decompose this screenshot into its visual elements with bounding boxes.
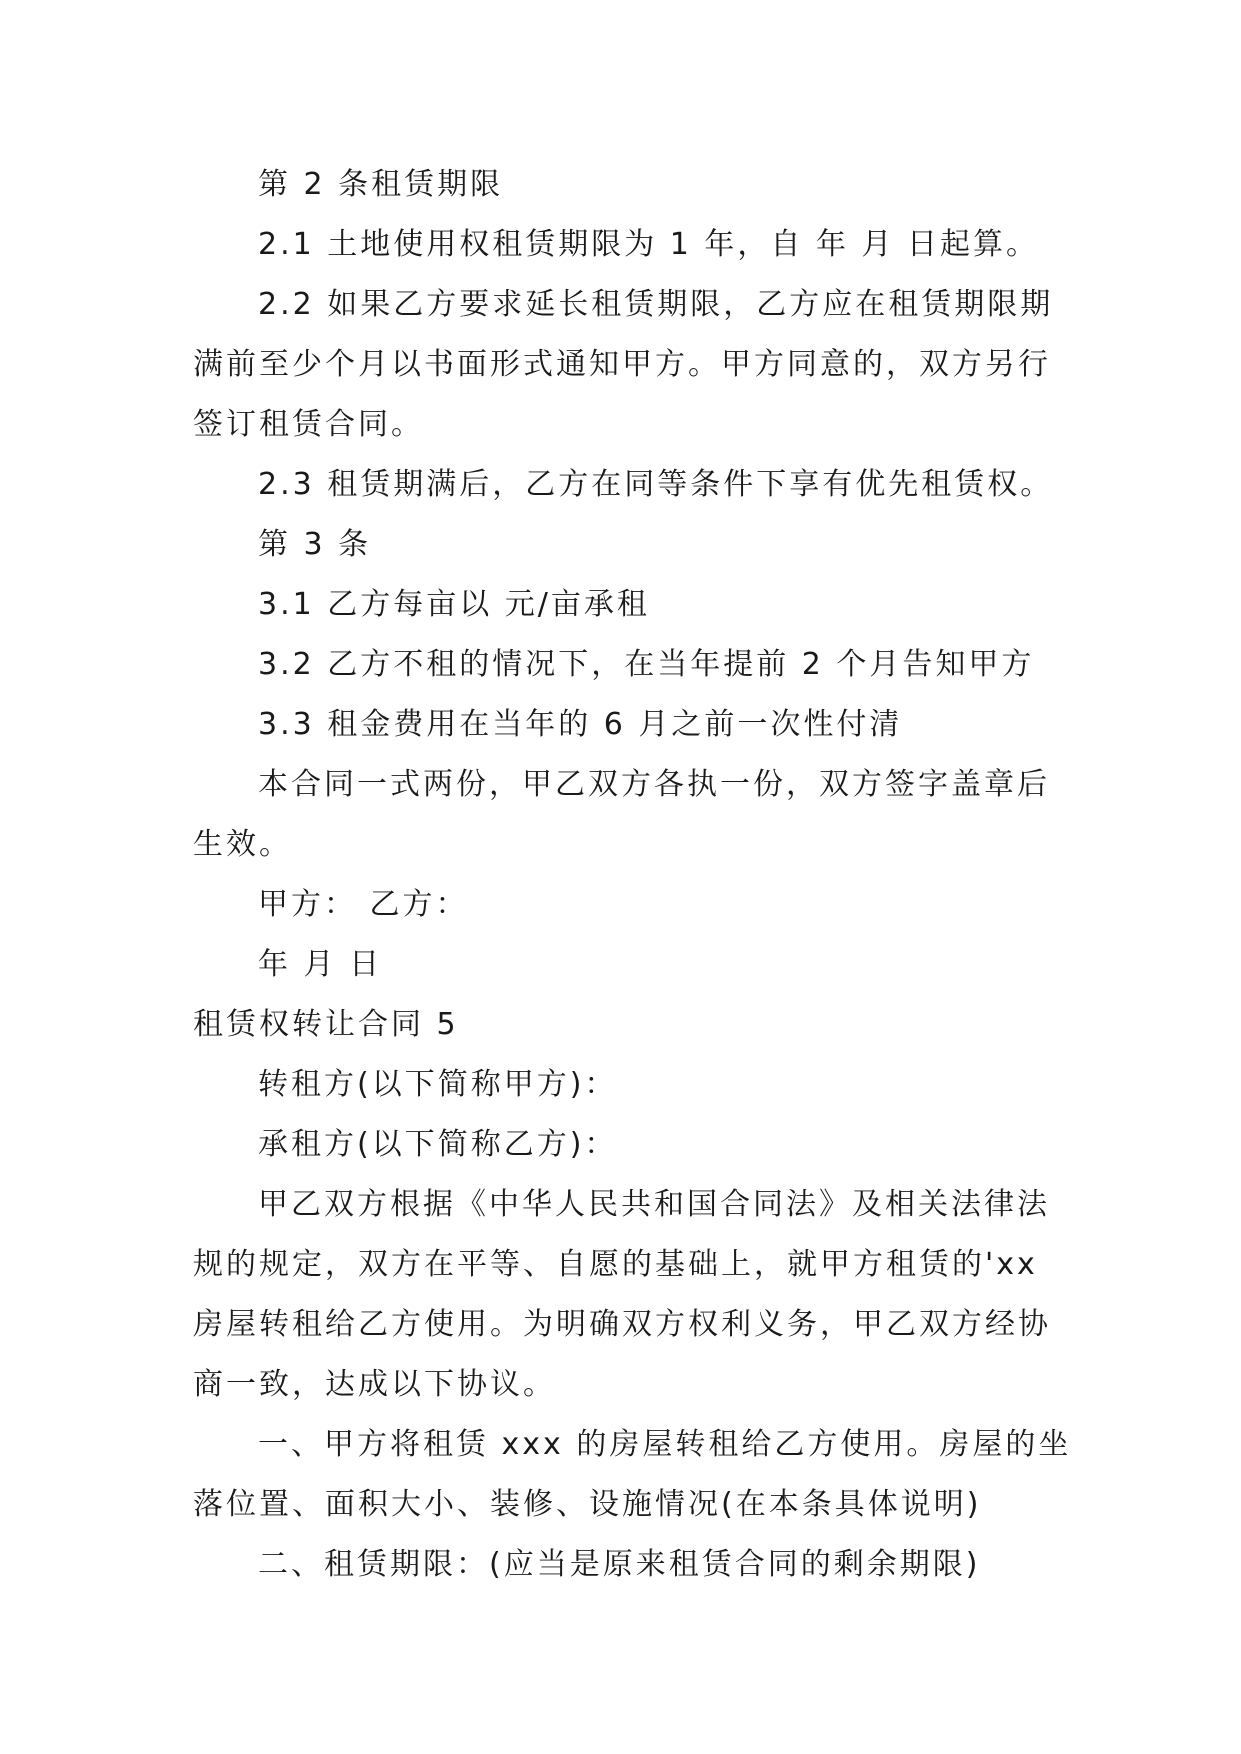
clause-2-3: 2.3 租赁期满后，乙方在同等条件下享有优先租赁权。	[258, 467, 1054, 502]
clause-2-2-line-1: 2.2 如果乙方要求延长租赁期限，乙方应在租赁期限期	[258, 287, 1054, 322]
clause-3-3: 3.3 租金费用在当年的 6 月之前一次性付清	[258, 707, 903, 742]
clause-2-2-line-3: 签订租赁合同。	[193, 407, 424, 442]
item-1-line-2: 落位置、面积大小、装修、设施情况(在本条具体说明)	[193, 1487, 982, 1522]
article-2-heading: 第 2 条租赁期限	[258, 167, 504, 202]
preamble-line-1: 甲乙双方根据《中华人民共和国合同法》及相关法律法	[258, 1187, 1050, 1222]
item-2-line-1: 二、租赁期限：(应当是原来租赁合同的剩余期限)	[258, 1547, 981, 1582]
sublessor-line: 转租方(以下简称甲方)：	[258, 1067, 618, 1102]
clause-2-2-line-2: 满前至少个月以书面形式通知甲方。甲方同意的，双方另行	[193, 347, 1051, 382]
article-3-heading: 第 3 条	[258, 527, 372, 562]
preamble-line-3: 房屋转租给乙方使用。为明确双方权利义务，甲乙双方经协	[193, 1307, 1051, 1342]
section-title: 租赁权转让合同 5	[193, 1007, 459, 1042]
preamble-line-4: 商一致，达成以下协议。	[193, 1367, 556, 1402]
signature-parties: 甲方： 乙方：	[258, 887, 469, 922]
clause-3-2: 3.2 乙方不租的情况下，在当年提前 2 个月告知甲方	[258, 647, 1035, 682]
contract-copies-line-1: 本合同一式两份，甲乙双方各执一份，双方签字盖章后	[258, 767, 1050, 802]
preamble-line-2: 规的规定，双方在平等、自愿的基础上，就甲方租赁的'xx	[193, 1247, 1038, 1282]
signature-date: 年 月 日	[258, 947, 383, 982]
sublessee-line: 承租方(以下简称乙方)：	[258, 1127, 618, 1162]
contract-copies-line-2: 生效。	[193, 827, 292, 862]
clause-3-1: 3.1 乙方每亩以 元/亩承租	[258, 587, 650, 622]
item-1-line-1: 一、甲方将租赁 xxx 的房屋转租给乙方使用。房屋的坐	[258, 1427, 1072, 1462]
clause-2-1: 2.1 土地使用权租赁期限为 1 年，自 年 月 日起算。	[258, 227, 1040, 262]
